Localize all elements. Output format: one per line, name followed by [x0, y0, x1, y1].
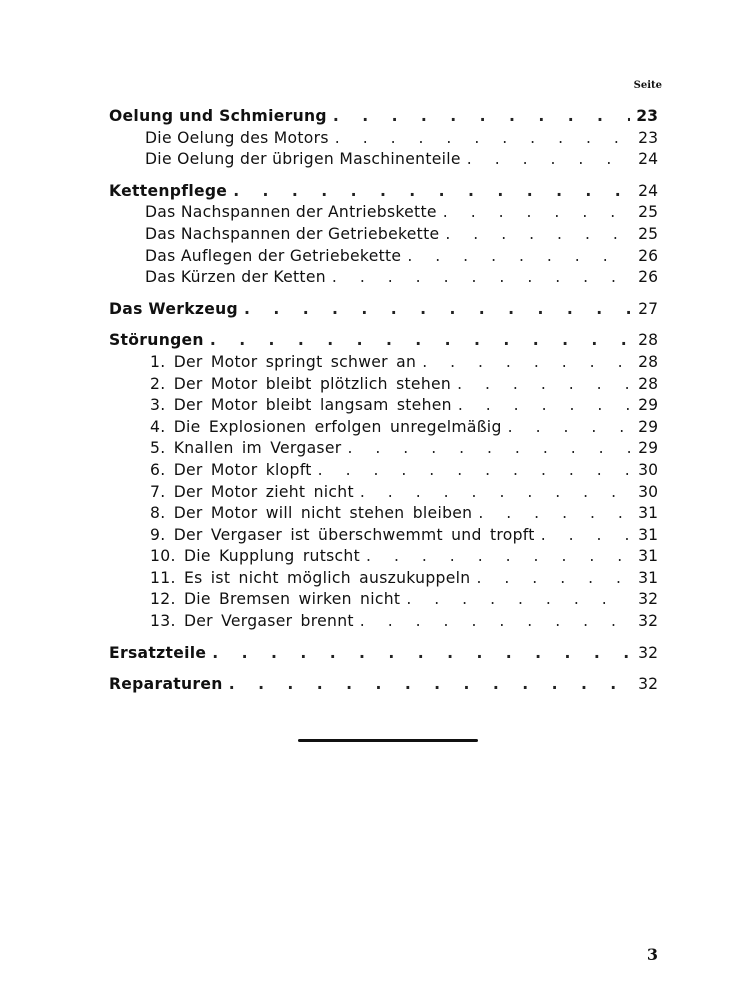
- dot-leader: [212, 643, 630, 665]
- dot-leader: [360, 482, 630, 504]
- entry-page-number: 25: [638, 224, 658, 243]
- toc-section-heading: [109, 299, 658, 321]
- toc-entry: [109, 611, 658, 633]
- entry-title: Die Oelung der übrigen Maschinenteile: [145, 150, 461, 169]
- entry-page-number: 26: [638, 246, 658, 265]
- entry-page-number: 31: [638, 525, 658, 544]
- toc-section: [109, 674, 658, 696]
- separator-rule: [298, 739, 478, 742]
- dot-leader: [407, 246, 630, 268]
- dot-leader: [333, 106, 630, 128]
- entry-page-number: 23: [638, 128, 658, 147]
- dot-leader: [443, 202, 630, 224]
- toc-entry: [109, 352, 658, 374]
- dot-leader: [210, 330, 630, 352]
- entry-title: 6. Der Motor klopft: [150, 460, 312, 479]
- entry-title: 2. Der Motor bleibt plötzlich stehen: [150, 374, 452, 393]
- entry-title: 13. Der Vergaser brennt: [150, 612, 354, 631]
- dot-leader: [478, 503, 630, 525]
- entry-title: 12. Die Bremsen wirken nicht: [150, 590, 401, 609]
- section-page-number: 27: [638, 299, 658, 318]
- toc-section: [109, 181, 658, 289]
- toc-entry: [109, 460, 658, 482]
- toc-entry: [109, 374, 658, 396]
- section-page-number: 32: [638, 675, 658, 694]
- entry-page-number: 30: [638, 482, 658, 501]
- entry-page-number: 31: [638, 504, 658, 523]
- toc-section: [109, 106, 658, 171]
- page-number: 3: [646, 945, 658, 964]
- dot-leader: [318, 460, 630, 482]
- toc-section-heading: [109, 181, 658, 203]
- entry-page-number: 29: [638, 439, 658, 458]
- toc-entry: [109, 128, 658, 150]
- entry-title: Die Oelung des Motors: [145, 128, 329, 147]
- toc-entry: [109, 246, 658, 268]
- toc-entry: [109, 546, 658, 568]
- toc-entry: [109, 525, 658, 547]
- entry-title: 11. Es ist nicht möglich auszukuppeln: [150, 568, 471, 587]
- entry-title: 9. Der Vergaser ist überschwemmt und tropft: [150, 525, 535, 544]
- dot-leader: [541, 525, 630, 547]
- entry-title: Das Kürzen der Ketten: [145, 268, 326, 287]
- toc-entry: [109, 395, 658, 417]
- dot-leader: [508, 417, 630, 439]
- entry-title: Das Nachspannen der Getriebekette: [145, 224, 440, 243]
- entry-title: Das Nachspannen der Antriebskette: [145, 203, 437, 222]
- toc-entry: [109, 417, 658, 439]
- entry-page-number: 28: [638, 352, 658, 371]
- entry-page-number: 30: [638, 460, 658, 479]
- entry-title: 10. Die Kupplung rutscht: [150, 547, 361, 566]
- entry-title: 1. Der Motor springt schwer an: [150, 352, 417, 371]
- toc-section-heading: [109, 643, 658, 665]
- dot-leader: [229, 674, 630, 696]
- dot-leader: [366, 546, 630, 568]
- entry-title: 5. Knallen im Vergaser: [150, 439, 342, 458]
- toc-entry: [109, 438, 658, 460]
- dot-leader: [335, 128, 630, 150]
- section-title: Reparaturen: [109, 675, 223, 694]
- toc-section-heading: [109, 330, 658, 352]
- section-title: Oelung und Schmierung: [109, 107, 327, 125]
- section-page-number: 24: [638, 181, 658, 200]
- section-title: Störungen: [109, 331, 204, 350]
- entry-page-number: 28: [638, 374, 658, 393]
- entry-page-number: 32: [638, 612, 658, 631]
- dot-leader: [476, 568, 630, 590]
- toc-entry: [109, 149, 658, 171]
- toc-entry: [109, 568, 658, 590]
- entry-title: Das Auflegen der Getriebekette: [145, 246, 402, 265]
- section-page-number: 28: [638, 331, 658, 350]
- section-page-number: 32: [638, 643, 658, 662]
- dot-leader: [467, 149, 630, 171]
- entry-title: 7. Der Motor zieht nicht: [150, 482, 354, 501]
- entry-page-number: 32: [638, 590, 658, 609]
- entry-page-number: 31: [638, 568, 658, 587]
- entry-page-number: 29: [638, 396, 658, 415]
- toc-entry: [109, 202, 658, 224]
- dot-leader: [457, 374, 630, 396]
- dot-leader: [332, 267, 630, 289]
- table-of-contents: [109, 106, 658, 706]
- section-title: Kettenpflege: [109, 181, 228, 200]
- toc-entry: [109, 503, 658, 525]
- dot-leader: [347, 438, 630, 460]
- dot-leader: [458, 395, 630, 417]
- entry-title: 8. Der Motor will nicht stehen bleiben: [150, 504, 473, 523]
- entry-page-number: 25: [638, 203, 658, 222]
- dot-leader: [360, 611, 630, 633]
- entry-page-number: 24: [638, 150, 658, 169]
- section-page-number: 23: [636, 107, 658, 125]
- page-column-header: Seite: [633, 80, 662, 91]
- toc-entry: [109, 267, 658, 289]
- entry-title: 3. Der Motor bleibt langsam stehen: [150, 396, 452, 415]
- entry-page-number: 29: [638, 417, 658, 436]
- toc-entry: [109, 482, 658, 504]
- toc-entry: [109, 589, 658, 611]
- dot-leader: [406, 589, 630, 611]
- toc-entry: [109, 224, 658, 246]
- section-title: Ersatzteile: [109, 643, 207, 662]
- dot-leader: [445, 224, 630, 246]
- entry-title: 4. Die Explosionen erfolgen unregelmäßig: [150, 417, 502, 436]
- entry-page-number: 31: [638, 547, 658, 566]
- dot-leader: [233, 181, 630, 203]
- entry-page-number: 26: [638, 268, 658, 287]
- section-title: Das Werkzeug: [109, 299, 238, 318]
- dot-leader: [244, 299, 630, 321]
- toc-section-heading: [109, 674, 658, 696]
- dot-leader: [422, 352, 630, 374]
- toc-section: [109, 643, 658, 665]
- toc-section: [109, 330, 658, 632]
- toc-section-heading: [109, 106, 658, 128]
- toc-section: [109, 299, 658, 321]
